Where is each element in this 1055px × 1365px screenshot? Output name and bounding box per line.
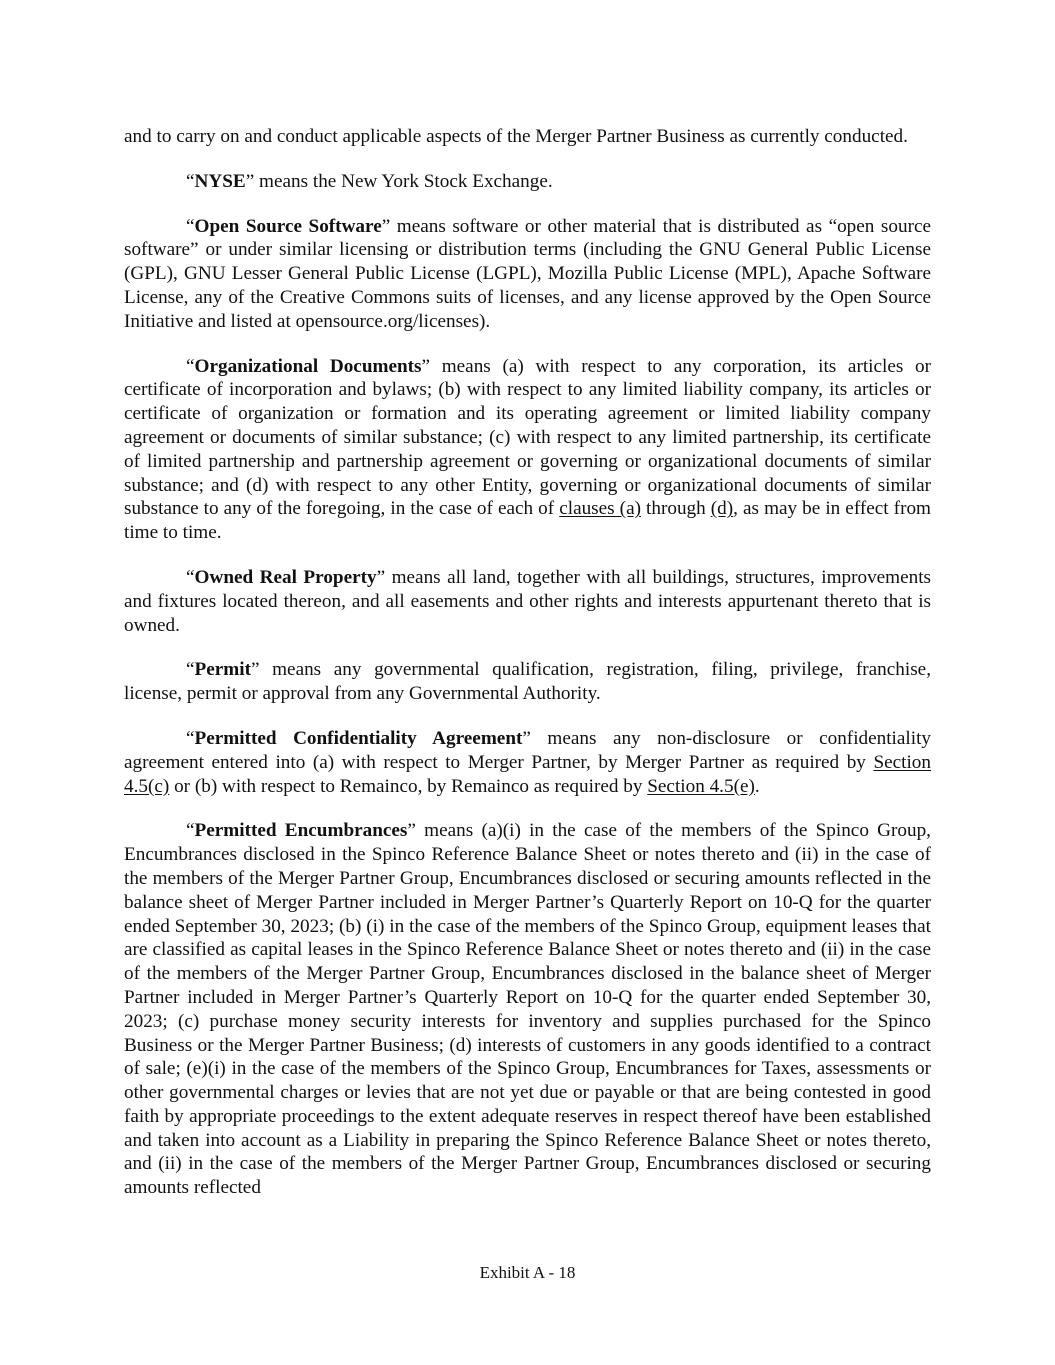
- definition-permitted-encumbrances: “Permitted Encumbrances” means (a)(i) in the case of the members of the Spinco Group, Encumbrances disclosed in the Spinco Reference Balance Sheet or notes thereto and (ii) in the case of the members of the Merger Partner Group, Encumbrances disclosed or securing amounts reflected in the balance sheet of Merger Partner included in Merger Partner’s Quarterly Report on 10-Q for the quarter ended September 30, 2023; (b) (i) in the case of the members of the Spinco Group, equipment leases that are classified as capital leases in the Spinco Reference Balance Sheet or notes thereto and (ii) in the case of the members of the Merger Partner Group, Encumbrances disclosed in the balance sheet of Merger Partner included in Merger Partner’s Quarterly Report on 10-Q for the quarter ended September 30, 2023; (c) purchase money security interests for inventory and supplies purchased for the Spinco Business or the Merger Partner Business; (d) interests of customers in any goods identified to a contract of sale; (e)(i) in the case of the members of the Spinco Group, Encumbrances for Taxes, assessments or other governmental charges or levies that are not yet due or payable or that are being contested in good faith by appropriate proceedings to the extent adequate reserves in respect thereof have been established and taken into account as a Liability in preparing the Spinco Reference Balance Sheet or notes thereto, and (ii) in the case of the members of the Merger Partner Group, Encumbrances disclosed or securing amounts reflected: [124, 820, 931, 1199]
- definition-owned-real-property: “Owned Real Property” means all land, together with all buildings, structures, improvements and fixtures located thereon, and all easements and other rights and interests appurtenant thereto that is owned.: [124, 566, 932, 636]
- continuation-paragraph: [124, 125, 931, 149]
- definition-text: means all land, together with all buildings, structures, improvements and fixtures located thereon, and all easements and other rights and interests appurtenant thereto that is owned.: [124, 566, 932, 636]
- defined-term: Organizational Documents: [194, 355, 422, 377]
- section-reference-4-5-e: Section 4.5(e): [647, 775, 755, 797]
- definition-text: means any governmental qualification, registration, filing, privilege, franchise, license, permit or approval from any Governmental Authority.: [124, 659, 931, 705]
- definition-text: .: [754, 775, 760, 797]
- section-reference-4-5-c: Section 4.5(c): [124, 751, 931, 797]
- defined-term: NYSE: [194, 170, 246, 192]
- defined-term: Owned Real Property: [194, 566, 377, 588]
- definition-text: means any non-disclosure or confidentiality agreement entered into (a) with respect to Merger Partner, by Merger Partner as required by: [124, 727, 931, 773]
- defined-term: Permitted Encumbrances: [194, 820, 408, 842]
- definition-text: through: [640, 498, 711, 520]
- document-body: [124, 125, 931, 1221]
- definition-permit: “Permit” means any governmental qualification, registration, filing, privilege, franchise, license, permit or approval from any Governmental Authority.: [124, 659, 931, 705]
- definition-text: means (a) with respect to any corporation, its articles or certificate of incorporation and bylaws; (b) with respect to any limited liability company, its articles or certificate of organization or formation and its operating agreement or limited liability company agreement or documents of similar substance; (c) with respect to any limited partnership, its certificate of limited partnership and partnership agreement or governing or organizational documents of similar substance; and (d) with respect to any other Entity, governing or organizational documents of similar substance to any of the foregoing, in the case of each of: [124, 355, 931, 520]
- definition-organizational-documents: “Organizational Documents” means (a) with respect to any corporation, its articles or certificate of incorporation and bylaws; (b) with respect to any limited liability company, its articles or certificate of organization or formation and its operating agreement or limited liability company agreement or documents of similar substance; (c) with respect to any limited partnership, its certificate of limited partnership and partnership agreement or governing or organizational documents of similar substance; and (d) with respect to any other Entity, governing or organizational documents of similar substance to any of the foregoing, in the case of each of clauses (a) through (d), as may be in effect from time to time.: [124, 355, 931, 544]
- definition-permitted-confidentiality-agreement: “Permitted Confidentiality Agreement” means any non-disclosure or confidentiality agreement entered into (a) with respect to Merger Partner, by Merger Partner as required by Section 4.5(c) or (b) with respect to Remainco, by Remainco as required by Section 4.5(e).: [124, 727, 931, 797]
- definition-text: , as may be in effect from time to time.: [124, 498, 931, 544]
- page-footer: Exhibit A - 18: [479, 1263, 576, 1282]
- definition-open-source-software: “Open Source Software” means software or other material that is distributed as “open source software” or under similar licensing or distribution terms (including the GNU General Public License (GPL), GNU Lesser General Public License (LGPL), Mozilla Public License (MPL), Apache Software License, any of the Creative Commons suits of licenses, and any license approved by the Open Source Initiative and listed at opensource.org/licenses).: [124, 215, 932, 332]
- continuation-text: and to carry on and conduct applicable aspects of the Merger Partner Business as currently conducted.: [124, 126, 908, 147]
- definition-text: means (a)(i) in the case of the members of the Spinco Group, Encumbrances disclosed in the Spinco Reference Balance Sheet or notes thereto and (ii) in the case of the members of the Merger Partner Group, Encumbrances disclosed or securing amounts reflected in the balance sheet of Merger Partner included in Merger Partner’s Quarterly Report on 10-Q for the quarter ended September 30, 2023; (b) (i) in the case of the members of the Spinco Group, equipment leases that are classified as capital leases in the Spinco Reference Balance Sheet or notes thereto and (ii) in the case of the members of the Merger Partner Group, Encumbrances disclosed in the balance sheet of Merger Partner included in Merger Partner’s Quarterly Report on 10-Q for the quarter ended September 30, 2023; (c) purchase money security interests for inventory and supplies purchased for the Spinco Business or the Merger Partner Business; (d) interests of customers in any goods identified to a contract of sale; (e)(i) in the case of the members of the Spinco Group, Encumbrances for Taxes, assessments or other governmental charges or levies that are not yet due or payable or that are being contested in good faith by appropriate proceedings to the extent adequate reserves in respect thereof have been established and taken into account as a Liability in preparing the Spinco Reference Balance Sheet or notes thereto, and (ii) in the case of the members of the Merger Partner Group, Encumbrances disclosed or securing amounts reflected: [124, 820, 931, 1199]
- clause-reference-a: clauses (a): [559, 498, 641, 520]
- definition-text: means software or other material that is distributed as “open source software” or under similar licensing or distribution terms (including the GNU General Public License (GPL), GNU Lesser General Public License (LGPL), Mozilla Public License (MPL), Apache Software License, any of the Creative Commons suits of licenses, and any license approved by the Open Source Initiative and listed at opensource.org/licenses).: [124, 215, 932, 332]
- defined-term: Permit: [194, 659, 251, 681]
- definition-nyse: “NYSE” means the New York Stock Exchange.: [186, 170, 553, 192]
- clause-reference-d: (d): [710, 498, 734, 520]
- defined-term: Permitted Confidentiality Agreement: [194, 727, 523, 749]
- definition-text: means the New York Stock Exchange.: [254, 170, 553, 192]
- defined-term: Open Source Software: [194, 215, 382, 237]
- definition-text: or (b) with respect to Remainco, by Remainco as required by: [169, 775, 648, 797]
